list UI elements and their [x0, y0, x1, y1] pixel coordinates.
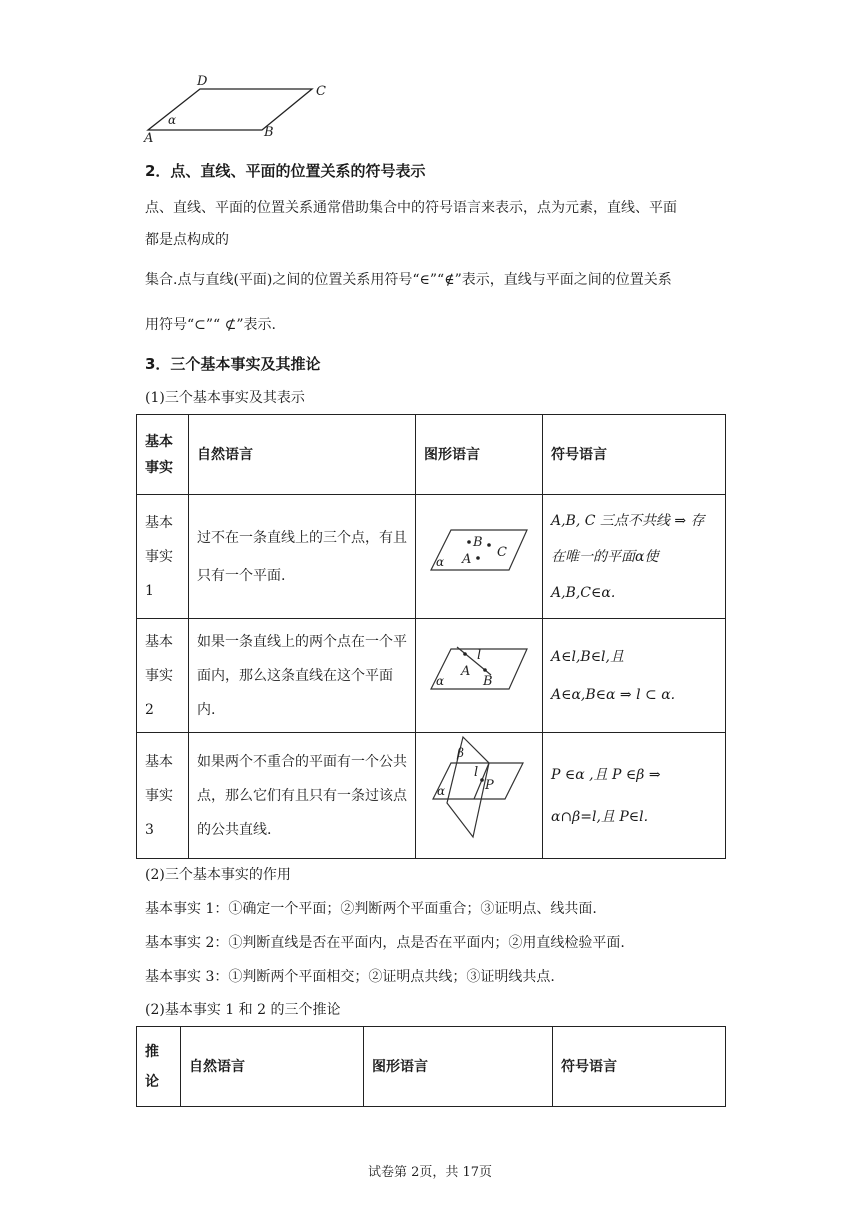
fact-figure: [416, 495, 543, 619]
fact-figure: [416, 733, 543, 859]
section2-heading: 2．点、直线、平面的位置关系的符号表示: [145, 162, 426, 180]
header-cell: 符号语言: [553, 1027, 726, 1107]
symbol-line: A∈α,B∈α ⇒ l ⊂ α.: [551, 686, 676, 703]
fact-symbol: [543, 733, 726, 859]
figure-label: β: [457, 746, 464, 760]
header-cell: 自然语言: [189, 415, 416, 495]
figure-label: l: [474, 765, 479, 780]
basic-facts-table: [136, 414, 726, 859]
page-footer: 试卷第 2页，共 17页: [367, 1165, 493, 1180]
section3-sub3: (2)基本事实 1 和 2 的三个推论: [145, 1002, 341, 1018]
figure-label: A: [144, 131, 154, 146]
symbol-line: 在唯一的平面α使: [551, 548, 659, 565]
figure-label: B: [264, 125, 274, 140]
fact-natural: 如果一条直线上的两个点在一个平面内，那么这条直线在这个平面内.: [189, 619, 416, 733]
figure-label: B: [473, 535, 483, 550]
header-cell: 图形语言: [416, 415, 543, 495]
corollaries-table: [136, 1026, 726, 1107]
figure-label: P: [485, 778, 494, 793]
symbol-line: A∈l,B∈l,且: [551, 648, 624, 665]
symbol-line: A,B, C 三点不共线 ⇒ 存: [551, 512, 705, 529]
table-header-row: [137, 415, 726, 495]
header-cell: 基本事实: [137, 415, 189, 495]
fact-name: 基本事实3: [137, 733, 189, 859]
figure-label: C: [316, 84, 326, 99]
use-line-1: 基本事实 1：①确定一个平面；②判断两个平面重合；③证明点、线共面.: [145, 901, 597, 917]
fact-name: 基本事实1: [137, 495, 189, 619]
symbol-line: α∩β=l,且 P∈l.: [551, 808, 649, 825]
symbol-line: P ∈α ,且 P ∈β ⇒: [551, 766, 661, 783]
fact-name: 基本事实2: [137, 619, 189, 733]
intersecting-planes-figure: [429, 733, 529, 843]
figure-label: α: [437, 784, 446, 798]
fact-symbol: [543, 495, 726, 619]
table-row: [137, 733, 726, 859]
section2-line1: 点、直线、平面的位置关系通常借助集合中的符号语言来表示，点为元素，直线、平面: [145, 200, 677, 216]
figure-label: A: [461, 664, 471, 679]
figure-label: α: [436, 555, 445, 569]
symbol-line: A,B,C∈α.: [551, 584, 616, 601]
section2-line4: 用符号“⊂”“ ⊄”表示.: [145, 317, 276, 333]
use-line-3: 基本事实 3：①判断两个平面相交；②证明点共线；③证明线共点.: [145, 969, 555, 985]
fact-symbol: [543, 619, 726, 733]
figure-label: C: [497, 545, 507, 560]
section3-heading: 3．三个基本事实及其推论: [145, 355, 321, 373]
use-line-2: 基本事实 2：①判断直线是否在平面内，点是否在平面内；②用直线检验平面.: [145, 935, 625, 951]
header-cell: 推论: [137, 1027, 181, 1107]
table-row: [137, 495, 726, 619]
figure-label: α: [168, 113, 177, 127]
header-cell: 符号语言: [543, 415, 726, 495]
fact-figure: [416, 619, 543, 733]
figure-label: α: [436, 674, 445, 688]
figure-label: l: [477, 648, 482, 663]
figure-label: D: [197, 74, 208, 89]
header-cell: 自然语言: [181, 1027, 364, 1107]
figure-label: B: [483, 674, 493, 689]
table-header-row: [137, 1027, 726, 1107]
plane-line-figure: [429, 643, 529, 693]
header-cell: 图形语言: [364, 1027, 553, 1107]
fact-natural: 过不在一条直线上的三个点，有且只有一个平面.: [189, 495, 416, 619]
fact-natural: 如果两个不重合的平面有一个公共点，那么它们有且只有一条过该点的公共直线.: [189, 733, 416, 859]
section2-line2: 都是点构成的: [145, 232, 229, 248]
table-row: [137, 619, 726, 733]
section2-line3: 集合.点与直线(平面)之间的位置关系用符号“∈”“∉”表示，直线与平面之间的位置关系: [145, 272, 672, 288]
section3-sub1: (1)三个基本事实及其表示: [145, 390, 305, 406]
section3-sub2: (2)三个基本事实的作用: [145, 867, 291, 883]
figure-label: A: [462, 552, 472, 567]
parallelogram-figure: [140, 72, 340, 148]
plane-three-points-figure: [429, 524, 529, 574]
